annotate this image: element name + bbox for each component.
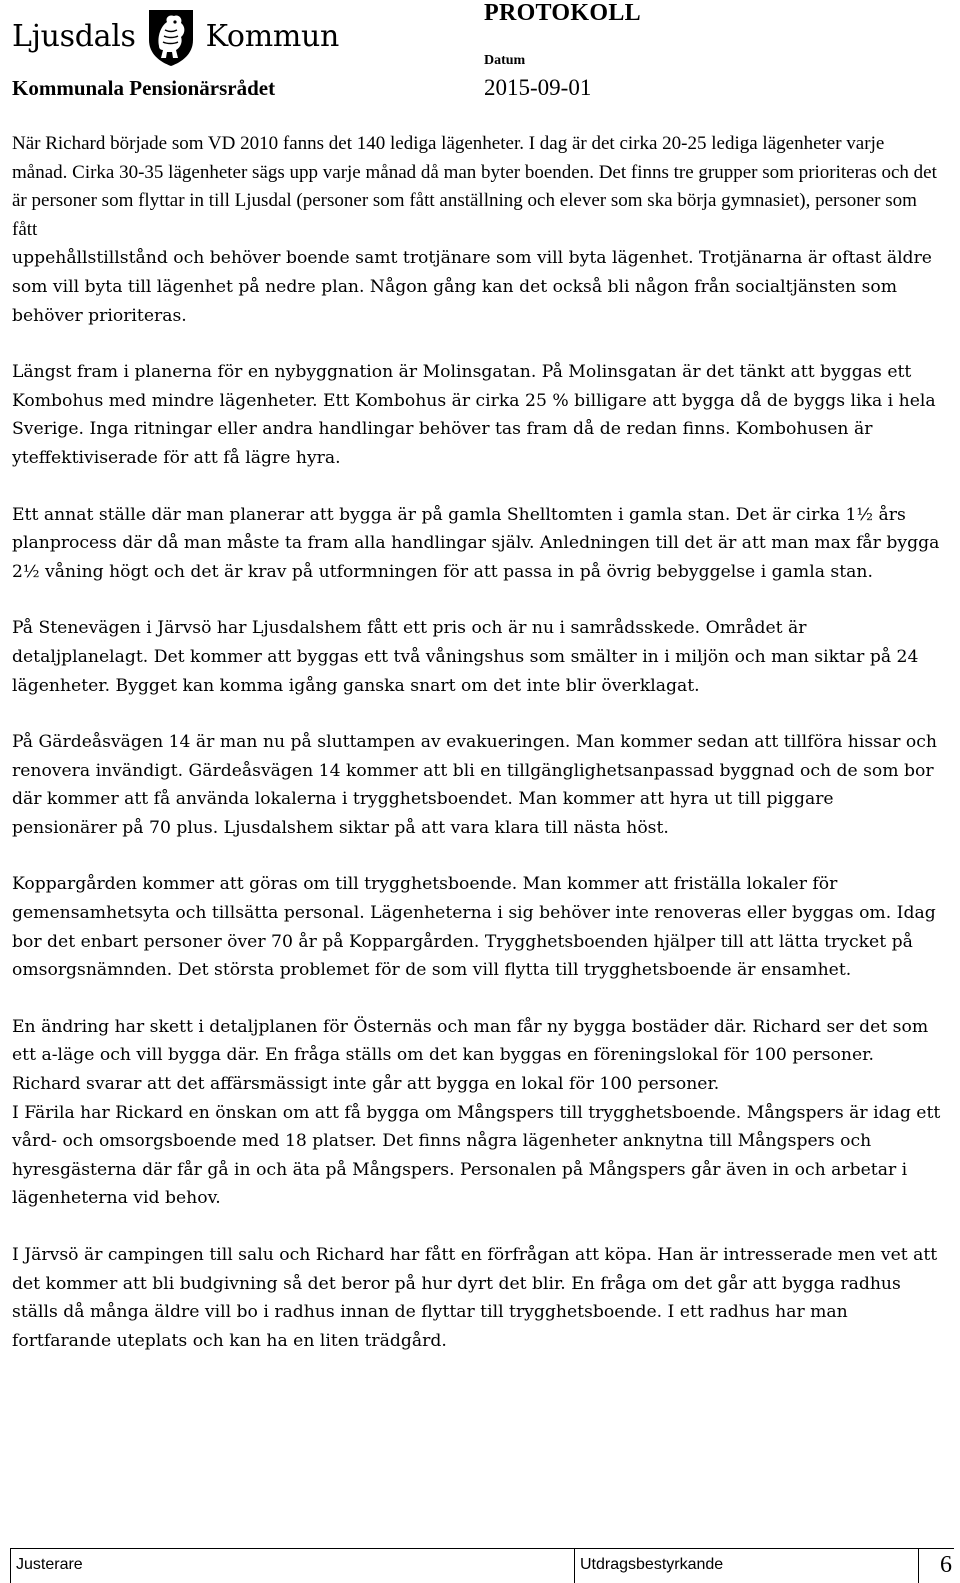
minutes-body bbox=[12, 130, 942, 1383]
utdrag-box bbox=[574, 1548, 575, 1583]
organization-name: Kommunala Pensionärsrådet bbox=[12, 76, 276, 100]
page-number: 6 bbox=[940, 1552, 952, 1578]
date-label: Datum bbox=[484, 53, 526, 68]
paragraph-shelltomten: Ett annat ställe där man planerar att bygga är på gamla Shelltomten i gamla stan. Det är cirka 1½ års planprocess där då man måste ta fram alla handlingar själv. Anledningen till det är att man max får bygga 2½ våning högt och det är krav på utformningen för att passa in på övrig bebyggelse i gamla stan. bbox=[12, 504, 940, 582]
paragraph-stenevagen: På Stenevägen i Järvsö har Ljusdalshem fått ett pris och är nu i samrådsskede. Området är detaljplanelagt. Det kommer att byggas ett två våningshus som smälter in i miljön och man siktar på 24 lägenheter. Bygget kan komma igång ganska snart om det inte blir överklagat. bbox=[12, 618, 919, 696]
paragraph-mangspers: I Färila har Rickard en önskan om att få bygga om Mångspers till trygghetsboende. Mångspers är idag ett vård- och omsorgsboende med 18 platser. Det finns några lägenheter anknytna till Mångspers och hyresgästerna där får gå in och äta på Mångspers. Personalen på Mångspers går även in och arbetar i lägenheterna vid behov. bbox=[12, 1102, 941, 1209]
justerare-label: Justerare bbox=[16, 1556, 83, 1573]
date-value: 2015-09-01 bbox=[484, 75, 592, 100]
paragraph-housing-queue: När Richard började som VD 2010 fanns det 140 lediga lägenheter. I dag är det cirka 20-25 lediga lägenheter varje månad. Cirka 30-35 lägenheter sägs upp varje månad då man byter boenden. Det finns tre grupper som prioriteras och det är personer som flyttar in till Ljusdal (personer som fått anställning och elever som ska börja gymnasiet), personer som fått bbox=[12, 133, 937, 240]
page-number-box bbox=[918, 1548, 919, 1583]
document-type: PROTOKOLL bbox=[484, 0, 641, 26]
utdragsbestyrkande-label: Utdragsbestyrkande bbox=[580, 1556, 724, 1573]
signature-footer bbox=[0, 1548, 960, 1583]
paragraph-jarvso-camping: I Järvsö är campingen till salu och Richard har fått en förfrågan att köpa. Han är intresserade men vet att det kommer att bli budgivning så det beror på hur dyrt det blir. En fråga om det går att bygga radhus ställs då många äldre vill bo i radhus innan de flyttar till trygghetsboende. I ett radhus har man fortfarande uteplats och kan ha en liten trädgård. bbox=[12, 1245, 938, 1351]
paragraph-priority-groups: uppehållstillstånd och behöver boende samt trotjänare som vill byta lägenhet. Trotjänarna är oftast äldre som vill byta till lägenhet på nedre plan. Någon gång kan det också bli någon från socialtjänsten som behöver prioriteras. bbox=[12, 248, 932, 326]
footer-divider bbox=[10, 1548, 954, 1549]
logo-word-left: Ljusdals bbox=[12, 19, 136, 54]
logo-word-right: Kommun bbox=[205, 19, 340, 54]
municipality-logo bbox=[12, 4, 339, 70]
lion-crest-icon bbox=[145, 6, 197, 68]
paragraph-gardeasvagen: På Gärdeåsvägen 14 är man nu på sluttampen av evakueringen. Man kommer sedan att tillföra hissar och renovera invändigt. Gärdeåsvägen 14 kommer att bli en tillgänglighetsanpassad byggnad och de som bor där kommer att få använda lokalerna i trygghetsboendet. Man kommer att hyra ut till piggare pensionärer på 70 plus. Ljusdalshem siktar på att vara klara till nästa höst. bbox=[12, 732, 937, 838]
paragraph-osternas: En ändring har skett i detaljplanen för Östernäs och man får ny bygga bostäder där. Richard ser det som ett a-läge och vill bygga där. En fråga ställs om det kan byggas en föreningslokal för 100 personer. Richard svarar att det affärsmässigt inte går att bygga en lokal för 100 personer. bbox=[12, 1016, 929, 1095]
paragraph-koppargarden: Koppargården kommer att göras om till trygghetsboende. Man kommer att friställa lokaler för gemensamhetsyta och tillsätta personal. Lägenheterna i sig behöver inte renoveras eller byggas om. Idag bor det enbart personer över 70 år på Koppargården. Trygghetsboenden hjälper till att lätta trycket på omsorgsnämnden. Det största problemet för de som vill flytta till trygghetsboende är ensamhet. bbox=[12, 874, 936, 981]
paragraph-molinsgatan: Längst fram i planerna för en nybyggnation är Molinsgatan. På Molinsgatan är det tänkt att byggas ett Kombohus med mindre lägenheter. Ett Kombohus är cirka 25 % billigare att bygga då de byggs lika i hela Sverige. Inga ritningar eller andra handlingar behöver tas fram då de redan finns. Kombohusen är yteffektiviserade för att få lägre hyra. bbox=[12, 362, 936, 468]
justerare-box bbox=[10, 1548, 11, 1583]
